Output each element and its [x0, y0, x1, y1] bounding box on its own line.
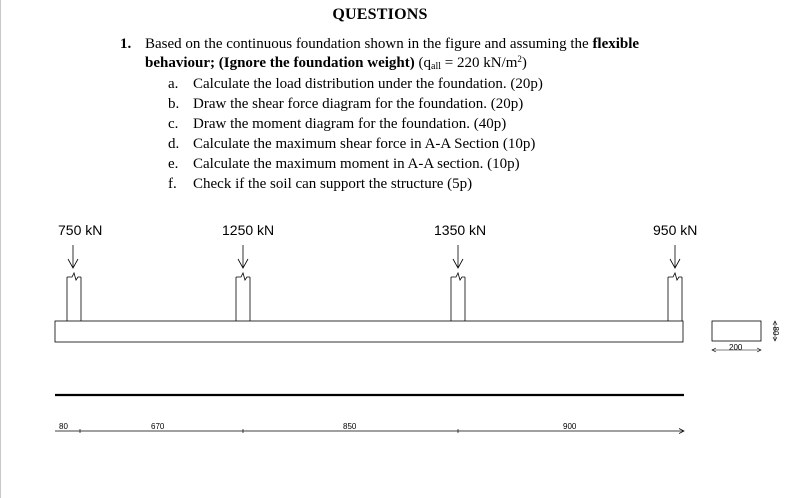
question-text-line2: behaviour; (Ignore the foundation weight) — [145, 55, 415, 71]
qall-superscript: 2 — [517, 54, 522, 64]
qall-equals: = 220 kN/m — [441, 55, 518, 71]
dimension-3: 850 — [343, 422, 357, 431]
foundation-beam — [55, 321, 683, 342]
qall-close: ) — [521, 55, 527, 71]
dimension-2: 670 — [151, 422, 165, 431]
sub-question-c: c. Draw the moment diagram for the foundation. (40p) — [168, 116, 507, 132]
page-title: QUESTIONS — [332, 6, 428, 23]
load-arrow-1 — [68, 245, 78, 268]
sub-question-f: f. Check if the soil can support the structure (5p) — [168, 176, 473, 192]
question-number: 1. — [120, 36, 132, 52]
load-label-1: 750 kN — [58, 222, 103, 238]
dimension-line — [55, 429, 684, 434]
section-height-label: 80 — [771, 326, 780, 336]
load-label-3: 1350 kN — [434, 222, 487, 238]
section-width-label: 200 — [729, 343, 743, 352]
column-2 — [236, 273, 250, 321]
column-1 — [67, 273, 81, 321]
load-arrow-2 — [238, 245, 248, 268]
qall-subscript: all — [431, 61, 441, 72]
section-rectangle — [712, 321, 761, 341]
load-label-2: 1250 kN — [222, 222, 275, 238]
dimension-4: 900 — [563, 422, 577, 431]
dimension-1: 80 — [59, 422, 68, 431]
sub-question-e: e. Calculate the maximum moment in A-A section. (10p) — [168, 156, 520, 172]
question-text-flexible: flexible — [592, 36, 640, 52]
load-label-4: 950 kN — [653, 222, 698, 238]
column-4 — [668, 273, 682, 321]
column-3 — [451, 273, 465, 321]
question-text-line1: Based on the continuous foundation shown in the figure and assuming the — [145, 36, 589, 52]
qall-open: (q — [418, 55, 431, 71]
load-arrow-3 — [453, 245, 463, 268]
sub-question-b: b. Draw the shear force diagram for the foundation. (20p) — [168, 96, 524, 112]
load-arrow-4 — [670, 245, 680, 268]
sub-question-d: d. Calculate the maximum shear force in A-A Section (10p) — [168, 136, 536, 152]
sub-question-a: a. Calculate the load distribution under the foundation. (20p) — [168, 76, 543, 92]
